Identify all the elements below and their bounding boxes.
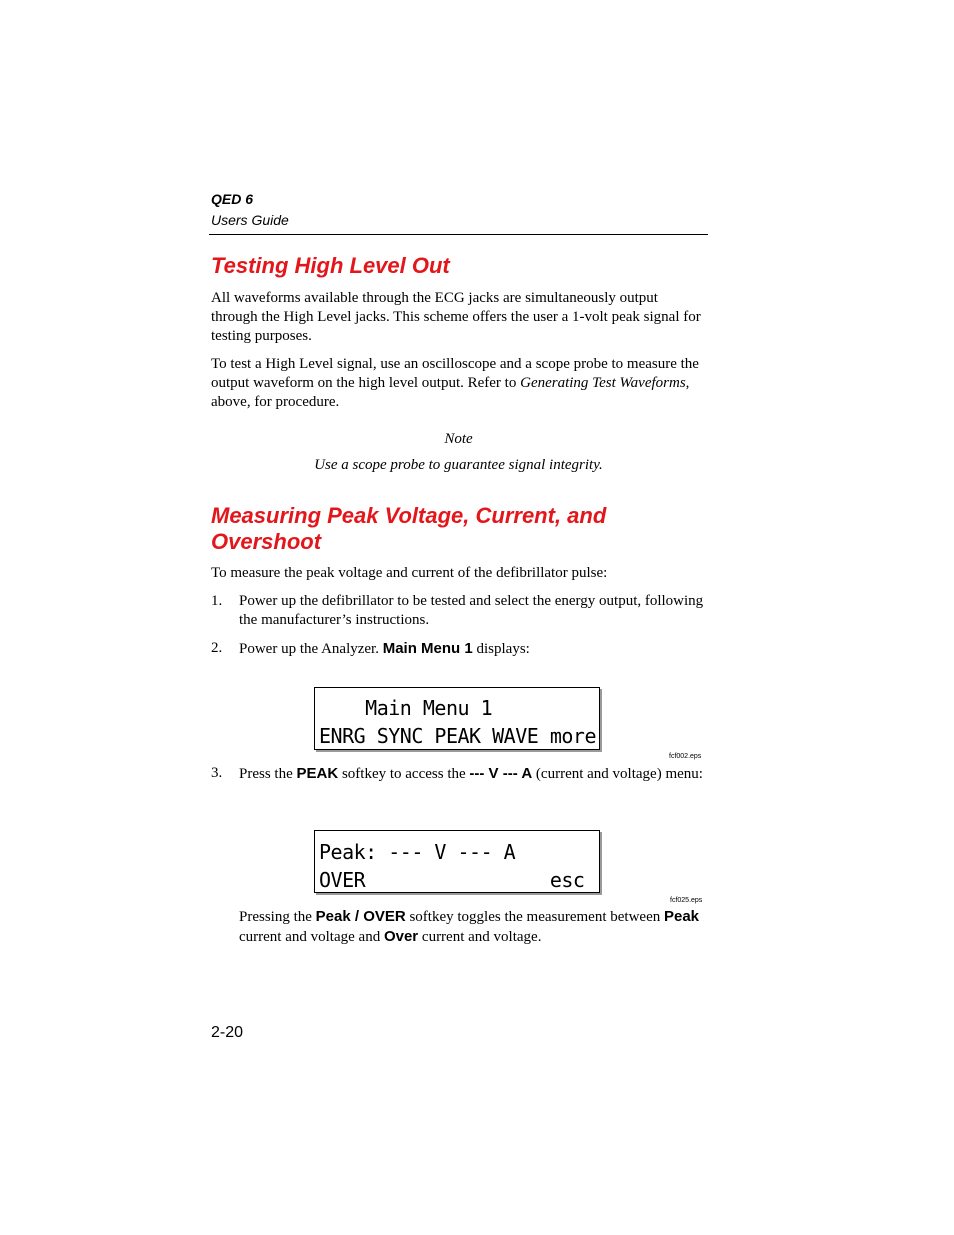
- lcd-line-1: Peak: --- V --- A: [319, 840, 516, 864]
- figure-caption: fcf002.eps: [669, 753, 702, 760]
- lcd-line-2: OVER esc: [319, 868, 585, 892]
- step-text: Power up the defibrillator to be tested and select the energy output, following the manufacturer’s instructions.: [239, 593, 704, 628]
- page-number: 2-20: [211, 1024, 244, 1041]
- running-header-subtitle: Users Guide: [211, 212, 289, 228]
- running-header-title: QED 6: [211, 191, 254, 207]
- paragraph-waveforms: All waveforms available through the ECG jacks are simultaneously output through the High Level jacks. This scheme offers the user a 1-volt peak signal for testing purposes.: [211, 290, 701, 344]
- step-number: 2.: [211, 640, 223, 656]
- lcd-display-peak-menu: [314, 830, 600, 893]
- step-number: 1.: [211, 593, 223, 609]
- lcd-line-2: ENRG SYNC PEAK WAVE more: [319, 724, 596, 748]
- lcd-line-1: Main Menu 1: [319, 696, 493, 720]
- step-text: Power up the Analyzer. Main Menu 1 displays:: [239, 640, 530, 657]
- lcd-display-main-menu: [314, 687, 600, 750]
- section-heading-high-level: Testing High Level Out: [211, 253, 450, 278]
- paragraph-intro: To measure the peak voltage and current of the defibrillator pulse:: [211, 565, 608, 581]
- paragraph-oscilloscope: To test a High Level signal, use an oscilloscope and a scope probe to measure the output waveform on the high level output. Refer to Generating Test Waveforms, above, for procedure.: [211, 356, 699, 410]
- step-text: Press the PEAK softkey to access the --- V --- A (current and voltage) menu:: [239, 765, 703, 782]
- step-number: 3.: [211, 765, 223, 781]
- figure-caption: fcf025.eps: [670, 897, 703, 904]
- section-heading-peak: Measuring Peak Voltage, Current, and Overshoot: [211, 503, 607, 554]
- header-rule: [209, 234, 708, 235]
- note-text: Use a scope probe to guarantee signal integrity.: [314, 457, 603, 473]
- cross-reference: Generating Test Waveforms: [520, 375, 686, 391]
- paragraph-peak-over: Pressing the Peak / OVER softkey toggles the measurement between Peak current and voltage and Over current and voltage.: [239, 908, 700, 945]
- note-label: Note: [444, 431, 473, 447]
